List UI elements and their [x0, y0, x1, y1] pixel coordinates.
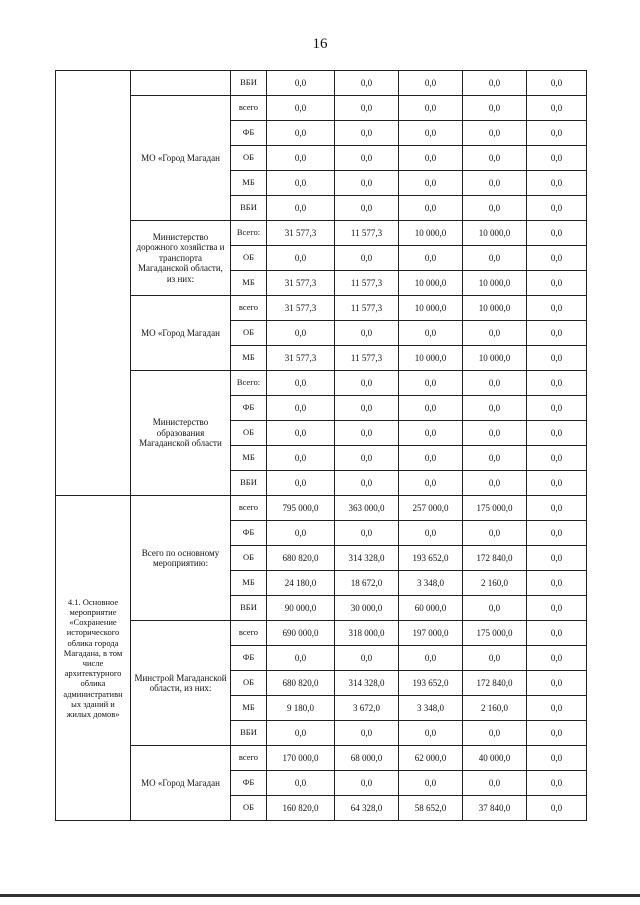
- amount-cell: 680 820,0: [267, 671, 335, 696]
- funding-source-cell: ВБИ: [231, 596, 267, 621]
- amount-cell: 0,0: [527, 371, 587, 396]
- funding-source-cell: ОБ: [231, 146, 267, 171]
- funding-source-cell: ОБ: [231, 421, 267, 446]
- amount-cell: 0,0: [399, 96, 463, 121]
- amount-cell: 0,0: [463, 121, 527, 146]
- amount-cell: 0,0: [463, 96, 527, 121]
- amount-cell: 0,0: [463, 171, 527, 196]
- amount-cell: 0,0: [335, 471, 399, 496]
- amount-cell: 0,0: [267, 471, 335, 496]
- amount-cell: 0,0: [527, 471, 587, 496]
- amount-cell: 0,0: [527, 321, 587, 346]
- amount-cell: 31 577,3: [267, 346, 335, 371]
- table-row: [56, 296, 587, 321]
- funding-source-cell: ОБ: [231, 671, 267, 696]
- amount-cell: 0,0: [527, 796, 587, 821]
- amount-cell: 172 840,0: [463, 546, 527, 571]
- amount-cell: 0,0: [527, 771, 587, 796]
- amount-cell: 0,0: [335, 171, 399, 196]
- amount-cell: 0,0: [463, 321, 527, 346]
- executor-cell: [131, 71, 231, 96]
- amount-cell: 257 000,0: [399, 496, 463, 521]
- amount-cell: 193 652,0: [399, 546, 463, 571]
- amount-cell: 0,0: [267, 721, 335, 746]
- amount-cell: 58 652,0: [399, 796, 463, 821]
- amount-cell: 690 000,0: [267, 621, 335, 646]
- executor-cell: МО «Город Магадан: [131, 746, 231, 821]
- funding-source-cell: ФБ: [231, 121, 267, 146]
- amount-cell: 0,0: [267, 96, 335, 121]
- amount-cell: 64 328,0: [335, 796, 399, 821]
- amount-cell: 11 577,3: [335, 271, 399, 296]
- amount-cell: 172 840,0: [463, 671, 527, 696]
- amount-cell: 0,0: [335, 421, 399, 446]
- table-row: [56, 746, 587, 771]
- amount-cell: 193 652,0: [399, 671, 463, 696]
- measure-cell: [56, 71, 131, 496]
- table-row: [56, 221, 587, 246]
- amount-cell: 0,0: [527, 496, 587, 521]
- amount-cell: 0,0: [335, 146, 399, 171]
- amount-cell: 0,0: [399, 721, 463, 746]
- budget-table: [55, 70, 587, 821]
- amount-cell: 31 577,3: [267, 271, 335, 296]
- amount-cell: 0,0: [527, 296, 587, 321]
- funding-source-cell: ОБ: [231, 321, 267, 346]
- amount-cell: 0,0: [399, 421, 463, 446]
- page-number: 16: [312, 36, 328, 52]
- amount-cell: 0,0: [267, 771, 335, 796]
- amount-cell: 0,0: [463, 196, 527, 221]
- funding-source-cell: ОБ: [231, 546, 267, 571]
- amount-cell: 24 180,0: [267, 571, 335, 596]
- amount-cell: 0,0: [527, 671, 587, 696]
- amount-cell: 0,0: [267, 196, 335, 221]
- amount-cell: 0,0: [267, 521, 335, 546]
- funding-source-cell: ФБ: [231, 396, 267, 421]
- amount-cell: 0,0: [527, 696, 587, 721]
- funding-source-cell: ВБИ: [231, 471, 267, 496]
- amount-cell: 0,0: [267, 646, 335, 671]
- funding-source-cell: ОБ: [231, 246, 267, 271]
- amount-cell: 0,0: [527, 721, 587, 746]
- amount-cell: 0,0: [399, 196, 463, 221]
- funding-source-cell: всего: [231, 496, 267, 521]
- amount-cell: 0,0: [527, 121, 587, 146]
- funding-source-cell: МБ: [231, 571, 267, 596]
- amount-cell: 0,0: [527, 546, 587, 571]
- amount-cell: 0,0: [527, 246, 587, 271]
- amount-cell: 680 820,0: [267, 546, 335, 571]
- amount-cell: 314 328,0: [335, 546, 399, 571]
- amount-cell: 0,0: [399, 171, 463, 196]
- amount-cell: 0,0: [335, 371, 399, 396]
- amount-cell: 18 672,0: [335, 571, 399, 596]
- amount-cell: 0,0: [267, 71, 335, 96]
- amount-cell: 0,0: [463, 721, 527, 746]
- executor-cell: МО «Город Магадан: [131, 96, 231, 221]
- amount-cell: 0,0: [527, 746, 587, 771]
- amount-cell: 10 000,0: [463, 271, 527, 296]
- amount-cell: 0,0: [335, 71, 399, 96]
- amount-cell: 0,0: [463, 146, 527, 171]
- amount-cell: 160 820,0: [267, 796, 335, 821]
- amount-cell: 0,0: [527, 621, 587, 646]
- amount-cell: 0,0: [335, 446, 399, 471]
- amount-cell: 3 672,0: [335, 696, 399, 721]
- page-bottom-edge: [0, 894, 640, 897]
- funding-source-cell: ВБИ: [231, 196, 267, 221]
- amount-cell: 0,0: [527, 71, 587, 96]
- amount-cell: 197 000,0: [399, 621, 463, 646]
- amount-cell: 0,0: [399, 646, 463, 671]
- table-row: [56, 496, 587, 521]
- amount-cell: 10 000,0: [399, 346, 463, 371]
- amount-cell: 10 000,0: [399, 271, 463, 296]
- amount-cell: 0,0: [463, 371, 527, 396]
- amount-cell: 0,0: [399, 246, 463, 271]
- amount-cell: 0,0: [335, 246, 399, 271]
- amount-cell: 62 000,0: [399, 746, 463, 771]
- amount-cell: 0,0: [527, 221, 587, 246]
- amount-cell: 3 348,0: [399, 571, 463, 596]
- funding-source-cell: ВБИ: [231, 71, 267, 96]
- funding-source-cell: Всего:: [231, 221, 267, 246]
- table-row: [56, 371, 587, 396]
- amount-cell: 0,0: [335, 321, 399, 346]
- amount-cell: 9 180,0: [267, 696, 335, 721]
- amount-cell: 0,0: [527, 396, 587, 421]
- amount-cell: 170 000,0: [267, 746, 335, 771]
- amount-cell: 2 160,0: [463, 571, 527, 596]
- funding-source-cell: МБ: [231, 171, 267, 196]
- amount-cell: 318 000,0: [335, 621, 399, 646]
- executor-cell: Всего по основному мероприятию:: [131, 496, 231, 621]
- amount-cell: 0,0: [527, 446, 587, 471]
- table-row: [56, 96, 587, 121]
- amount-cell: 0,0: [335, 721, 399, 746]
- amount-cell: 0,0: [527, 196, 587, 221]
- amount-cell: 0,0: [267, 171, 335, 196]
- amount-cell: 363 000,0: [335, 496, 399, 521]
- amount-cell: 0,0: [399, 471, 463, 496]
- amount-cell: 0,0: [267, 146, 335, 171]
- funding-source-cell: МБ: [231, 346, 267, 371]
- amount-cell: 0,0: [267, 321, 335, 346]
- amount-cell: 0,0: [527, 346, 587, 371]
- amount-cell: 0,0: [527, 271, 587, 296]
- amount-cell: 10 000,0: [463, 346, 527, 371]
- funding-source-cell: ОБ: [231, 796, 267, 821]
- amount-cell: 0,0: [463, 771, 527, 796]
- amount-cell: 314 328,0: [335, 671, 399, 696]
- amount-cell: 30 000,0: [335, 596, 399, 621]
- funding-source-cell: всего: [231, 296, 267, 321]
- amount-cell: 0,0: [463, 71, 527, 96]
- amount-cell: 0,0: [527, 146, 587, 171]
- amount-cell: 11 577,3: [335, 346, 399, 371]
- amount-cell: 0,0: [527, 646, 587, 671]
- amount-cell: 0,0: [335, 96, 399, 121]
- amount-cell: 0,0: [399, 771, 463, 796]
- funding-source-cell: всего: [231, 621, 267, 646]
- amount-cell: 0,0: [267, 446, 335, 471]
- amount-cell: 10 000,0: [399, 221, 463, 246]
- amount-cell: 11 577,3: [335, 296, 399, 321]
- amount-cell: 0,0: [399, 521, 463, 546]
- funding-source-cell: всего: [231, 96, 267, 121]
- amount-cell: 0,0: [335, 121, 399, 146]
- amount-cell: 0,0: [399, 71, 463, 96]
- executor-cell: Министерство образования Магаданской области: [131, 371, 231, 496]
- amount-cell: 0,0: [267, 396, 335, 421]
- amount-cell: 60 000,0: [399, 596, 463, 621]
- amount-cell: 175 000,0: [463, 496, 527, 521]
- amount-cell: 68 000,0: [335, 746, 399, 771]
- amount-cell: 0,0: [463, 646, 527, 671]
- amount-cell: 0,0: [335, 521, 399, 546]
- amount-cell: 31 577,3: [267, 296, 335, 321]
- amount-cell: 0,0: [463, 471, 527, 496]
- executor-cell: Минстрой Магаданской области, из них:: [131, 621, 231, 746]
- amount-cell: 0,0: [399, 146, 463, 171]
- amount-cell: 0,0: [335, 646, 399, 671]
- amount-cell: 0,0: [335, 396, 399, 421]
- table-row: [56, 621, 587, 646]
- funding-source-cell: ВБИ: [231, 721, 267, 746]
- amount-cell: 90 000,0: [267, 596, 335, 621]
- measure-cell: 4.1. Основное мероприятие «Сохранение исторического облика города Магадана, в том числе архитектурного облика административн ых зданий и жилых домов»: [56, 496, 131, 821]
- amount-cell: 11 577,3: [335, 221, 399, 246]
- amount-cell: 0,0: [267, 121, 335, 146]
- amount-cell: 0,0: [463, 521, 527, 546]
- amount-cell: 0,0: [399, 446, 463, 471]
- amount-cell: 31 577,3: [267, 221, 335, 246]
- amount-cell: 3 348,0: [399, 696, 463, 721]
- amount-cell: 0,0: [463, 246, 527, 271]
- amount-cell: 10 000,0: [399, 296, 463, 321]
- amount-cell: 0,0: [267, 371, 335, 396]
- amount-cell: 0,0: [399, 371, 463, 396]
- amount-cell: 10 000,0: [463, 221, 527, 246]
- table-row: [56, 71, 587, 96]
- amount-cell: 0,0: [335, 771, 399, 796]
- amount-cell: 0,0: [527, 521, 587, 546]
- amount-cell: 175 000,0: [463, 621, 527, 646]
- funding-source-cell: ФБ: [231, 521, 267, 546]
- amount-cell: 0,0: [399, 321, 463, 346]
- funding-source-cell: ФБ: [231, 771, 267, 796]
- amount-cell: 0,0: [399, 121, 463, 146]
- amount-cell: 0,0: [335, 196, 399, 221]
- amount-cell: 0,0: [527, 571, 587, 596]
- amount-cell: 40 000,0: [463, 746, 527, 771]
- funding-source-cell: МБ: [231, 446, 267, 471]
- amount-cell: 0,0: [267, 421, 335, 446]
- amount-cell: 0,0: [527, 596, 587, 621]
- executor-cell: Министерство дорожного хозяйства и транспорта Магаданской области, из них:: [131, 221, 231, 296]
- amount-cell: 0,0: [527, 421, 587, 446]
- amount-cell: 2 160,0: [463, 696, 527, 721]
- amount-cell: 0,0: [527, 96, 587, 121]
- amount-cell: 0,0: [527, 171, 587, 196]
- amount-cell: 0,0: [267, 246, 335, 271]
- amount-cell: 0,0: [463, 396, 527, 421]
- funding-source-cell: Всего:: [231, 371, 267, 396]
- amount-cell: 0,0: [463, 446, 527, 471]
- funding-source-cell: МБ: [231, 271, 267, 296]
- funding-source-cell: ФБ: [231, 646, 267, 671]
- amount-cell: 795 000,0: [267, 496, 335, 521]
- amount-cell: 0,0: [399, 396, 463, 421]
- executor-cell: МО «Город Магадан: [131, 296, 231, 371]
- amount-cell: 37 840,0: [463, 796, 527, 821]
- funding-source-cell: МБ: [231, 696, 267, 721]
- funding-source-cell: всего: [231, 746, 267, 771]
- amount-cell: 0,0: [463, 596, 527, 621]
- amount-cell: 10 000,0: [463, 296, 527, 321]
- amount-cell: 0,0: [463, 421, 527, 446]
